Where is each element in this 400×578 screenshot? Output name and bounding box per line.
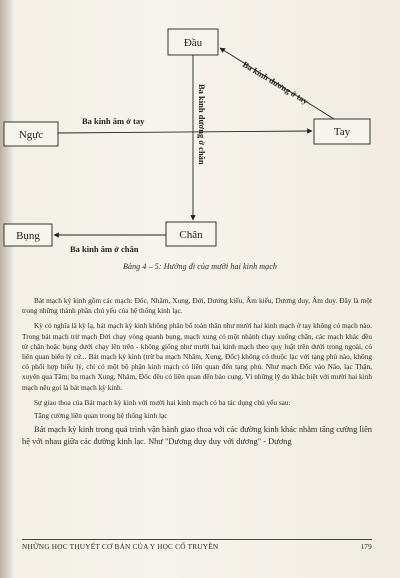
footer-rule xyxy=(22,539,372,540)
page-footer xyxy=(22,542,372,551)
paragraph: Bát mạch kỳ kinh trong quá trình vận hành giao thoa với các đường kinh khác nhằm tăng cường liên hệ với nhau giữa các đường kinh lạc. Như "Dương duy duy với dương" - Dương xyxy=(22,425,372,447)
paragraph: Kỳ có nghĩa là kỳ lạ, bát mạch kỳ kinh không phân bố toàn thân như mười hai kinh mạch ở tay không có mạch nào. Trong bát mạch trừ mạch Đới chạy vòng quanh bụng, mạch xung có một nhánh chạy xuống chân, các mạch khác đều từ chân hoặc bụng dưới chạy lên trên - không giống như mười hai kinh mạch theo quy luật trên dưới trong ngoài, có liên quan biểu lý cứ... Bát mạch kỳ kinh (trừ ba mạch Nhâm, Xung, Đốc) không có thuộc lạc với tạng phủ nào, không có phối hợp biểu lý, chỉ có một bộ phận kinh mạch có liên quan đến tạng phủ. Như mạch Đốc vào Não, lạc Thận, xuyên qua Tâm; ba mạch Xung, Nhâm, Đốc đều có liên quan đến bào cung. Vì những lý do khác biệt với mười hai kinh mạch nêu gọi là bát mạch kỳ kinh. xyxy=(22,321,372,392)
page-number: 179 xyxy=(360,542,372,551)
node-head-label: Đầu xyxy=(183,37,203,49)
edge-label-hand-to-head: Ba kinh dương ở tay xyxy=(240,59,310,107)
figure-caption: Bảng 4 – 5: Hướng đi của mười hai kinh mạch xyxy=(123,262,277,271)
node-hand-label: Tay xyxy=(333,126,351,138)
running-footer-title: NHỮNG HỌC THUYẾT CƠ BẢN CỦA Y HỌC CỔ TRUYỀN xyxy=(22,542,219,551)
node-chest xyxy=(4,122,58,146)
section-heading: Tăng cường liên quan trong hệ thống kinh lạc xyxy=(34,411,168,421)
edge-label-foot-to-belly: Ba kinh âm ở chân xyxy=(70,244,139,254)
edge-label-head-to-foot: Ba kinh dương ở chân xyxy=(197,84,207,165)
node-foot xyxy=(166,222,216,246)
paragraph: Sự giao thoa của Bát mạch kỳ kinh với mười hai kinh mạch có ba tác dụng chủ yếu sau: xyxy=(34,397,291,407)
node-chest-label: Ngực xyxy=(18,129,44,141)
edge-label-chest-to-hand: Ba kinh âm ở tay xyxy=(82,116,145,126)
edge-chest-to-hand xyxy=(58,131,312,133)
body-text xyxy=(22,296,372,453)
node-head xyxy=(168,29,218,55)
paragraph: Bát mạch kỳ kinh gồm các mạch: Đốc, Nhâm, Xung, Đới, Dương kiểu, Âm kiểu, Dương duy, Âm duy. Đây là một trong những thành phần chủ yếu của hệ thống kinh lạc. xyxy=(22,296,372,316)
node-hand xyxy=(314,119,370,144)
node-belly xyxy=(4,224,52,246)
node-belly-label: Bụng xyxy=(16,230,40,242)
node-foot-label: Chân xyxy=(179,229,203,241)
